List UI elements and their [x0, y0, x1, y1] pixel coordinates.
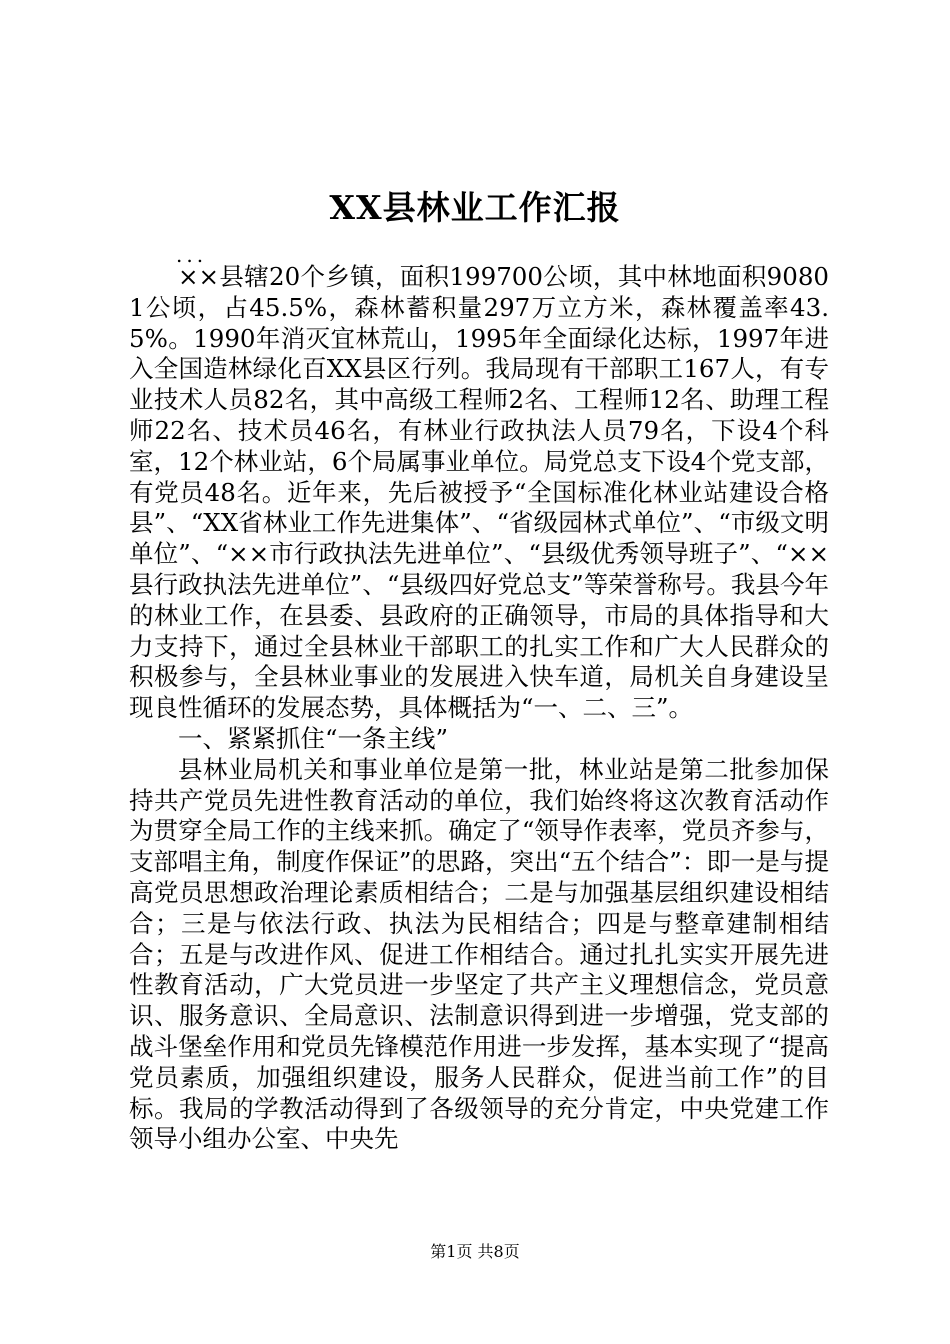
section-heading: 一、紧紧抓住“一条主线” [178, 723, 449, 753]
document-title: XX县林业工作汇报 [329, 188, 621, 227]
document-body [129, 262, 829, 1155]
page-footer: 第1页 共8页 [430, 1242, 520, 1261]
ellipsis-marker: ... [176, 243, 208, 267]
intro-paragraph: ××县辖20个乡镇，面积199700公顷，其中林地面积90801公顷，占45.5%，森林蓄积量297万立方米，森林覆盖率43.5%。1990年消灭宜林荒山，1995年全面绿化达标，1997年进入全国造林绿化百XX县区行列。我局现有干部职工167人，有专业技术人员82名，其中高级工程师2名、工程师12名、助理工程师22名、技术员46名，有林业行政执法人员79名，下设4个科室，12个林业站，6个局属事业单位。局党总支下设4个党支部，有党员48名。近年来，先后被授予“全国标准化林业站建设合格县”、“XX省林业工作先进集体”、“省级园林式单位”、“市级文明单位”、“××市行政执法先进单位”、“县级优秀领导班子”、“××县行政执法先进单位”、“县级四好党总支”等荣誉称号。我县今年的林业工作，在县委、县政府的正确领导，市局的具体指导和大力支持下，通过全县林业干部职工的扎实工作和广大人民群众的积极参与，全县林业事业的发展进入快车道，局机关自身建设呈现良性循环的发展态势，具体概括为“一、二、三”。 [129, 262, 829, 723]
section-paragraph: 县林业局机关和事业单位是第一批，林业站是第二批参加保持共产党员先进性教育活动的单位，我们始终将这次教育活动作为贯穿全局工作的主线来抓。确定了“领导作表率，党员齐参与，支部唱主角，制度作保证”的思路，突出“五个结合”：即一是与提高党员思想政治理论素质相结合；二是与加强基层组织建设相结合；三是与依法行政、执法为民相结合；四是与整章建制相结合；五是与改进作风、促进工作相结合。通过扎扎实实开展先进性教育活动，广大党员进一步坚定了共产主义理想信念，党员意识、服务意识、全局意识、法制意识得到进一步增强，党支部的战斗堡垒作用和党员先锋模范作用进一步发挥，基本实现了“提高党员素质，加强组织建设，服务人民群众，促进当前工作”的目标。我局的学教活动得到了各级领导的充分肯定，中央党建工作领导小组办公室、中央先 [129, 754, 829, 1154]
